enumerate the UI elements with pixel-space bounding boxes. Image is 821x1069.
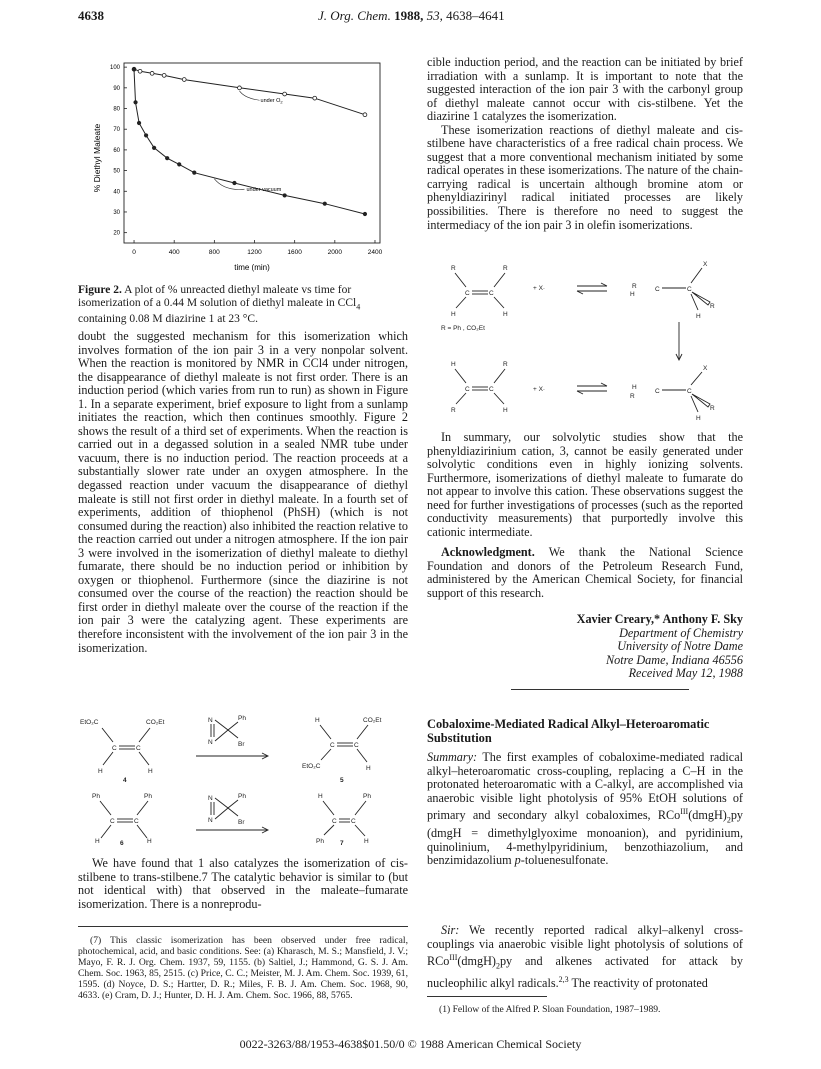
carbon-atom: C <box>112 745 117 752</box>
carbon-atom: C <box>687 286 692 293</box>
data-point-under-vacuum <box>283 193 287 197</box>
x-substituent: X <box>703 261 708 268</box>
hydrogen-atom: H <box>503 311 508 318</box>
data-point-under-vacuum <box>165 156 169 160</box>
annotation-leader <box>239 91 259 100</box>
x-tick-label: 2000 <box>327 249 343 256</box>
figure-label: Figure 2. <box>78 284 122 296</box>
carbon-atom: C <box>655 286 660 293</box>
carbon-atom: C <box>465 386 470 393</box>
carbon-atom: C <box>134 818 139 825</box>
data-point-under-o2 <box>162 74 166 78</box>
hydrogen-atom: H <box>366 765 371 772</box>
left-column-text <box>78 330 408 655</box>
carbon-atom: C <box>655 388 660 395</box>
left-paragraph-1: doubt the suggested mechanism for this isomerization which involves formation of the ion pair 3 in a very nonpolar solvent. When the reaction is monitored by NMR in CCl4 under nitrogen, the disappearance of diethyl maleate is not first order. There is an induction period (which varies from run to run) as shown in Figure 1. In a separate experiment, brief exposure to light from a sunlamp initiates the reaction, which then continues smoothly. Figure 2 shows the result of a third set of experiments. When the reaction is carried out in a degassed solution in a sealed NMR tube under vacuum, there is no induction period. The reaction proceeds at a substantially slower rate under an oxygen atmosphere. In the degassed reaction under vacuum the disappearance of diethyl maleate is still not first order in diethyl maleate. In a fourth set of experiments, addition of thiophenol (PhSH) (which is not consumed during the reaction) also inhibited the reaction relative to the reaction carried out under a nitrogen atmosphere. If the ion pair 3 were involved in the isomerization of diethyl maleate to diethyl fumarate, there should be no induction period or inhibition by oxygen or thiophenol. Furthermore (since the diazirine is not consumed over the course of the reaction) the reaction should be first order in diethyl maleate over the course of the reaction if the ion pair 3 were the catalyzing agent. These experiments are therefore inconsistent with the involvement of the ion pair 3 in the isomerization. <box>78 329 408 655</box>
received-date: Received May 12, 1988 <box>628 666 743 681</box>
data-point-under-vacuum <box>132 67 136 71</box>
compound-label: 4 <box>123 777 127 784</box>
y-axis-label: % Diethyl Maleate <box>92 123 102 193</box>
x-axis-label: time (min) <box>234 263 270 272</box>
r-group: R <box>710 303 715 310</box>
nitrogen-atom: N <box>208 817 213 824</box>
author-university: University of Notre Dame <box>617 639 743 654</box>
data-point-under-vacuum <box>232 181 236 185</box>
hydrogen-atom: H <box>315 717 320 724</box>
hydrogen-atom: H <box>148 768 153 775</box>
footnote-7-text: (7) This classic isomerization has been observed under free radical, photochemical, acid, and basic conditions. See: (a) Kharasch, M. S.; Mansfield, J. V.; Mayo, F. R. J. Org. Chem. 1937, 59, 1155. (b) Saltiel, J.; Hammond, G. S. J. Am. Chem. Soc. 1963, 85, 2515. (c) Price, C. C.; Meister, M. J. Am. Chem. Soc. 1939, 61, 1595. (d) Noyce, D. S.; Hartter, D. R.; Miles, F. B. J. Am. Chem. Soc. 1968, 90, 4633. (e) Cram, D. J.; Hunter, D. H. J. Am. Chem. Soc. 1966, 88, 5765. <box>78 935 408 1001</box>
right-paragraph-2: These isomerization reactions of diethyl maleate and cis-stilbene have characteristics of a free radical chain process. We suggest that a more conventional mechanism initiated by some radical operates in these isomerizations. The nature of the chain-carrying radical is uncertain although bromine atom or phenyldiazirinyl radical initiated processes are likely possibilities. There is therefore no need to suggest the intermediacy of the ion pair 3 in olefin isomerizations. <box>427 122 743 232</box>
hydrogen-atom: H <box>98 768 103 775</box>
data-point-under-o2 <box>363 113 367 117</box>
carbon-atom: C <box>330 742 335 749</box>
acknowledgment-text: We thank the National Science Foundation and donors of the Petroleum Research Fund, administered by the American Chemical Society, for financial support of this research. <box>427 545 744 600</box>
journal-year: 1988, <box>394 8 424 23</box>
hydrogen-atom: H <box>696 313 701 320</box>
data-point-under-o2 <box>150 71 154 75</box>
phenyl-group: Ph <box>238 793 246 800</box>
hydrogen-atom: H <box>451 311 456 318</box>
carbon-atom: C <box>110 818 115 825</box>
data-point-under-o2 <box>182 78 186 82</box>
footnote-1-text: (1) Fellow of the Alfred P. Sloan Foundation, 1987–1989. <box>439 1004 661 1015</box>
data-point-under-o2 <box>283 92 287 96</box>
carbon-atom: C <box>351 818 356 825</box>
r-group: R <box>503 361 508 368</box>
figure-caption-text: A plot of % unreacted diethyl maleate vs time for isomerization of a 0.44 M solution of diethyl maleate in CCl$_4$ containing 0.08 M diazirine 1 at 23 °C. <box>78 284 361 326</box>
diazirine-reagent <box>196 793 268 833</box>
compound-label: 5 <box>340 777 344 784</box>
ester-group: CO₂Et <box>363 717 382 724</box>
hydrogen-atom: H <box>451 361 456 368</box>
footnote-7 <box>78 935 408 1001</box>
compound-4 <box>80 719 165 784</box>
hydrogen-atom: H <box>503 407 508 414</box>
author-city: Notre Dame, Indiana 46556 <box>606 652 743 667</box>
carbon-atom: C <box>489 386 494 393</box>
data-point-under-vacuum <box>192 171 196 175</box>
hydrogen-atom: H <box>632 384 637 391</box>
carbon-atom: C <box>687 388 692 395</box>
x-tick-label: 800 <box>208 249 220 256</box>
right-paragraph-3: In summary, our solvolytic studies show that the phenyldiazirinium cation, 3, cannot be easily generated under solvolytic conditions even in highly ionizing solvents. Furthermore, isomerizations of diethyl maleate to fumarate do not appear to involve this cation. These observations suggest the need for further investigations of processes (such as the reported conductivity measurements) that purportedly involve this cationic intermediate. <box>427 430 743 539</box>
ester-group: CO₂Et <box>146 719 165 726</box>
carbon-atom: C <box>136 745 141 752</box>
ester-group: EtO₂C <box>302 763 321 770</box>
right-column-text <box>427 56 743 232</box>
x-tick-label: 0 <box>132 249 136 256</box>
journal-name: J. Org. Chem. <box>318 8 391 23</box>
data-point-under-vacuum <box>133 100 137 104</box>
right-paragraph-1: cible induction period, and the reaction can be initiated by brief irradiation with a sunlamp. It is important to note that the suggested interaction of the ion pair 3 with the carbonyl group of diethyl maleate cannot occur with cis-stilbene. Yet the diazirine 1 catalyzes the isomerization. <box>427 55 743 124</box>
footnote-rule-right <box>427 996 547 997</box>
carbon-atom: C <box>332 818 337 825</box>
compound-5 <box>302 717 382 784</box>
compound-7 <box>316 793 371 845</box>
nitrogen-atom: N <box>208 739 213 746</box>
figure-caption <box>78 284 408 326</box>
footnote-rule <box>78 926 408 927</box>
y-tick-label: 60 <box>113 147 120 154</box>
page-number: 4638 <box>78 8 104 23</box>
radical-mechanism-scheme <box>427 258 743 423</box>
left-column-text-2 <box>78 857 408 911</box>
r-group-definition: R = Ph , CO₂Et <box>441 325 485 332</box>
figure-2-chart <box>78 58 408 278</box>
x-tick-label: 2400 <box>367 249 383 256</box>
phenyl-group: Ph <box>363 793 371 800</box>
compound-label: 7 <box>340 840 344 845</box>
y-tick-label: 80 <box>113 106 120 113</box>
carbon-atom: C <box>354 742 359 749</box>
compound-6 <box>92 793 152 845</box>
acknowledgment-title: Acknowledgment. <box>441 545 535 559</box>
page-footer: 0022-3263/88/1953-4638$01.50/0 © 1988 American Chemical Society <box>239 1037 582 1051</box>
data-point-under-o2 <box>138 69 142 73</box>
data-point-under-vacuum <box>177 162 181 166</box>
author-names: Xavier Creary,* Anthony F. Sky <box>576 612 743 626</box>
left-paragraph-2: We have found that 1 also catalyzes the isomerization of cis-stilbene to trans-stilbene.7 The catalytic behavior is similar to (but not identical with) that observed in the maleate–fumarate isomerization. There is a nonreprodu- <box>78 856 408 911</box>
article-body: Sir: We recently reported radical alkyl–alkenyl cross-couplings via anaerobic visible light photolysis of solutions of $RCo^{III}(dmgH)_2py$ and alkenes activated for attack by nucleophilic alkyl radicals.$^{2,3}$ The reactivity of protonated <box>427 923 743 991</box>
x-tick-label: 1600 <box>287 249 302 256</box>
carbon-atom: C <box>465 290 470 297</box>
series-line <box>134 69 365 115</box>
series-label-under-o2: under $O_2$ <box>260 98 283 105</box>
data-point-under-o2 <box>238 86 242 90</box>
phenyl-group: Ph <box>238 715 246 722</box>
r-group: R <box>451 407 456 414</box>
y-tick-label: 50 <box>113 168 120 175</box>
phenyl-group: Ph <box>316 838 324 845</box>
y-tick-label: 90 <box>113 85 120 92</box>
compound-label: 6 <box>120 840 124 845</box>
r-group: R <box>451 265 456 272</box>
y-tick-label: 100 <box>109 65 120 72</box>
x-radical: + X· <box>533 285 546 292</box>
y-tick-label: 70 <box>113 127 120 134</box>
right-column-text-2 <box>427 431 743 539</box>
r-group: R <box>710 405 715 412</box>
journal-volume: 53, <box>426 8 443 23</box>
diazirine-reagent <box>196 715 268 759</box>
author-block <box>427 613 743 681</box>
r-group: R <box>632 283 637 290</box>
y-tick-label: 40 <box>113 189 120 196</box>
hydrogen-atom: H <box>147 838 152 845</box>
journal-pages: 4638–4641 <box>446 8 505 23</box>
x-radical: + X· <box>533 386 546 393</box>
x-tick-label: 1200 <box>247 249 262 256</box>
isomerization-scheme-left <box>78 710 408 845</box>
data-point-under-vacuum <box>137 121 141 125</box>
carbon-atom: C <box>489 290 494 297</box>
phenyl-group: Ph <box>92 793 100 800</box>
y-tick-label: 20 <box>113 230 120 237</box>
article-title: Cobaloxime-Mediated Radical Alkyl–Heteroaromatic Substitution <box>427 717 710 745</box>
r-group: R <box>630 393 635 400</box>
r-group: R <box>503 265 508 272</box>
section-separator <box>511 689 689 690</box>
ester-group: EtO₂C <box>80 719 99 726</box>
x-tick-label: 400 <box>168 249 180 256</box>
acknowledgment <box>427 546 743 600</box>
hydrogen-atom: H <box>95 838 100 845</box>
data-point-under-o2 <box>313 96 317 100</box>
data-point-under-vacuum <box>144 133 148 137</box>
hydrogen-atom: H <box>364 838 369 845</box>
nitrogen-atom: N <box>208 795 213 802</box>
data-point-under-vacuum <box>363 212 367 216</box>
running-header <box>318 8 505 24</box>
y-tick-label: 30 <box>113 209 120 216</box>
series-label-under-vacuum: under vacuum <box>246 187 282 194</box>
hydrogen-atom: H <box>696 415 701 422</box>
hydrogen-atom: H <box>318 793 323 800</box>
author-department: Department of Chemistry <box>619 625 743 640</box>
sir-label: Sir: <box>441 923 460 937</box>
hydrogen-atom: H <box>630 291 635 298</box>
bromine-atom: Br <box>238 741 245 748</box>
article-summary: Summary: The first examples of cobaloxime-mediated radical alkyl–heteroaromatic cross-coupling, replacing a C–H in the protonated heteroaromatic with a C-alkyl, are accomplished via anaerobic visible light photolysis of 95% EtOH solutions of primary and secondary alkyl cobaloximes, $RCo^{III}(dmgH)_2py$ (dmgH = dimethylglyoxime monoanion), and pyridinium, quinolinium, 4-methylpyridinium, benzothiazolium, and benzimidazolium p-toluenesulfonate. <box>427 750 743 868</box>
bromine-atom: Br <box>238 819 245 826</box>
data-point-under-vacuum <box>323 202 327 206</box>
footnote-1 <box>427 1004 743 1015</box>
data-point-under-vacuum <box>152 146 156 150</box>
phenyl-group: Ph <box>144 793 152 800</box>
summary-label: Summary: <box>427 750 478 764</box>
x-substituent: X <box>703 365 708 372</box>
nitrogen-atom: N <box>208 717 213 724</box>
